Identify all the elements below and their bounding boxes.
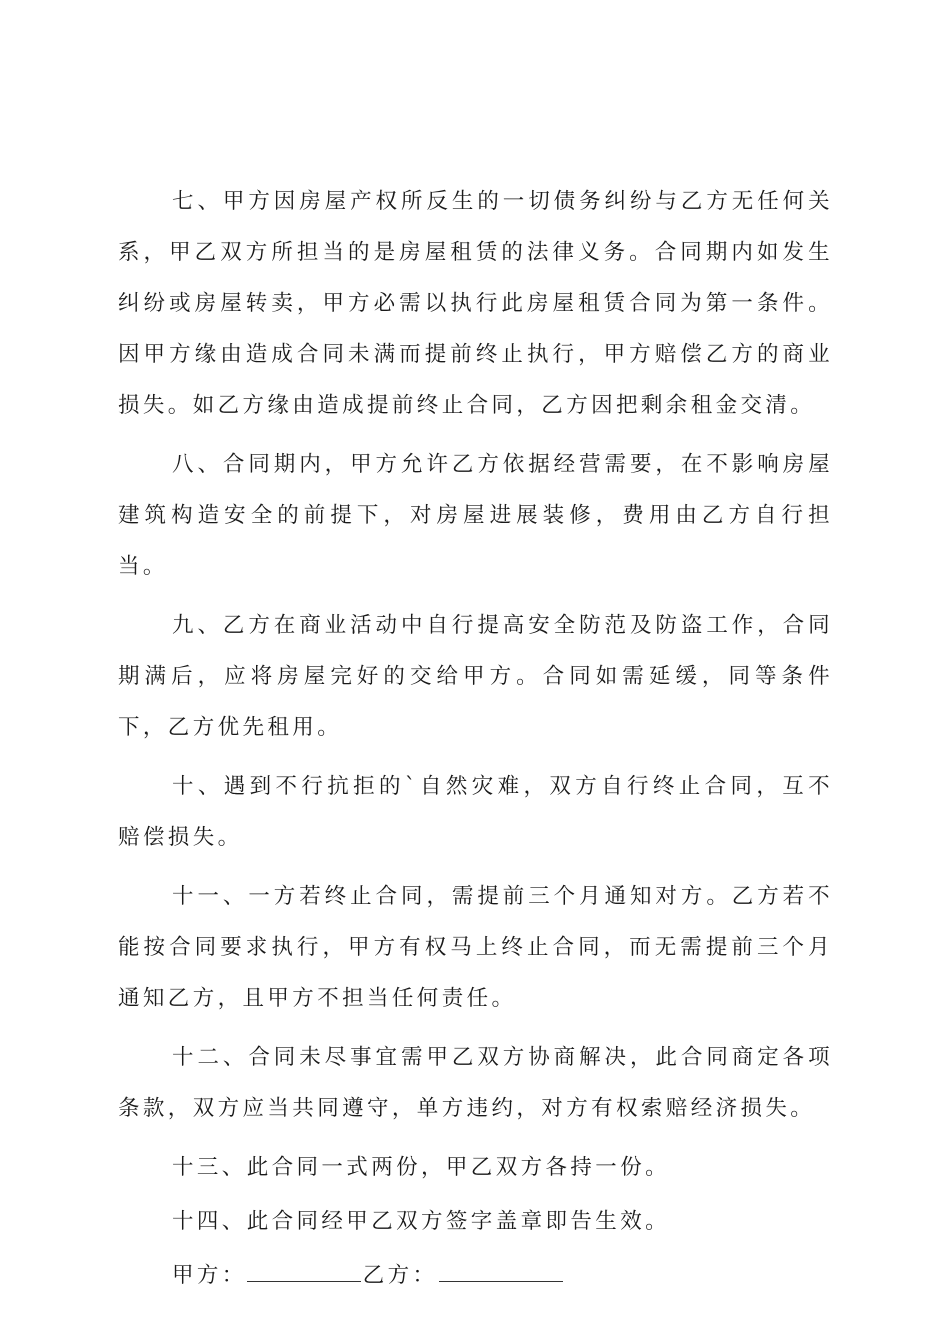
party-b-label: 乙方：: [362, 1263, 438, 1288]
contract-page: [118, 176, 833, 1301]
clause-12: 十二、合同未尽事宜需甲乙双方协商解决，此合同商定各项条款，双方应当共同遵守，单方违约，对方有权索赔经济损失。: [118, 1045, 833, 1121]
clause-11: 十一、一方若终止合同，需提前三个月通知对方。乙方若不能按合同要求执行，甲方有权马上终止合同，而无需提前三个月通知乙方，且甲方不担当任何责任。: [118, 884, 833, 1011]
clause-8: 八、合同期内，甲方允许乙方依据经营需要，在不影响房屋建筑构造安全的前提下，对房屋进展装修，费用由乙方自行担当。: [118, 452, 833, 579]
party-b-signature-blank[interactable]: [439, 1259, 563, 1282]
clause-7: 七、甲方因房屋产权所反生的一切债务纠纷与乙方无任何关系，甲乙双方所担当的是房屋租赁的法律义务。合同期内如发生纠纷或房屋转卖，甲方必需以执行此房屋租赁合同为第一条件。因甲方缘由造成合同未满而提前终止执行，甲方赔偿乙方的商业损失。如乙方缘由造成提前终止合同，乙方因把剩余租金交清。: [118, 189, 833, 418]
party-a-signature-blank[interactable]: [247, 1259, 361, 1282]
party-a-label: 甲方：: [172, 1263, 247, 1288]
clause-10: 十、遇到不行抗拒的`自然灾难，双方自行终止合同，互不赔偿损失。: [118, 774, 833, 850]
signature-line: [172, 1250, 833, 1301]
clause-13: 十三、此合同一式两份，甲乙双方各持一份。: [172, 1155, 671, 1180]
clause-14: 十四、此合同经甲乙双方签字盖章即告生效。: [172, 1209, 671, 1234]
clause-9: 九、乙方在商业活动中自行提高安全防范及防盗工作，合同期满后，应将房屋完好的交给甲方。合同如需延缓，同等条件下，乙方优先租用。: [118, 613, 833, 740]
